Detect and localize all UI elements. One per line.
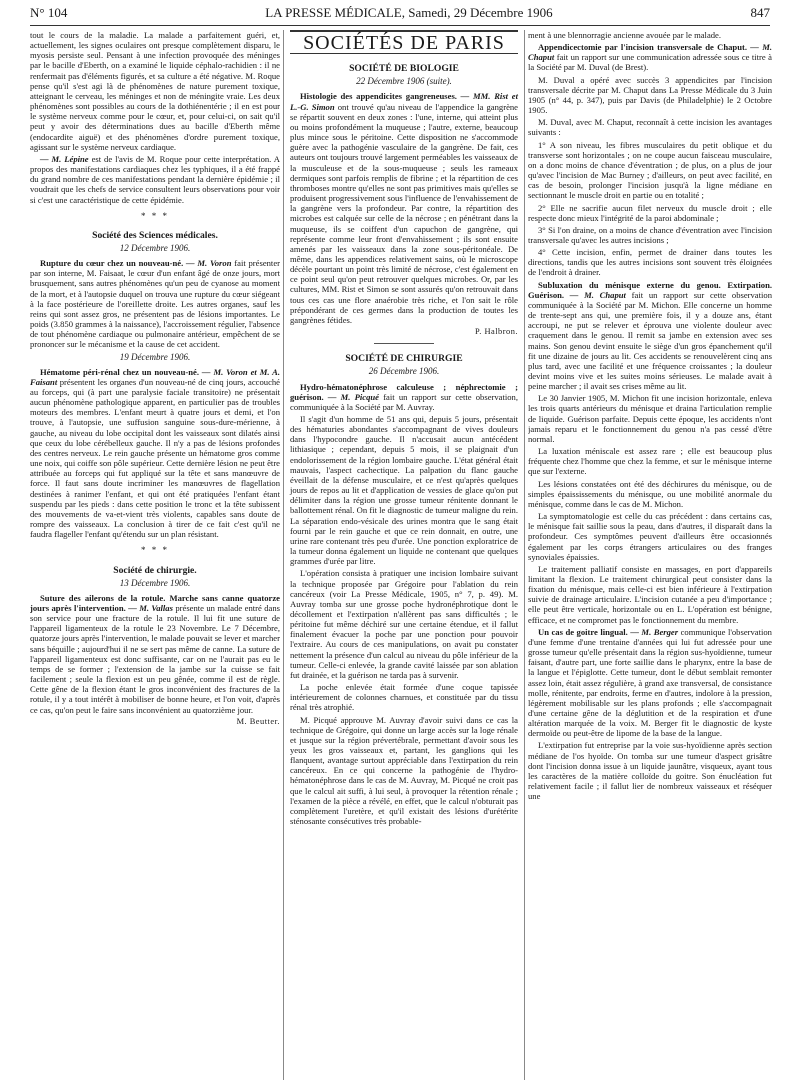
- journal-title: LA PRESSE MÉDICALE, Samedi, 29 Décembre 1906: [265, 5, 553, 20]
- paragraph: 1° A son niveau, les fibres musculaires du petit oblique et du transverse sont horizontales ; on ne coupe aucun faisceau musculaire, on a donc moins de chance d'éventration ; de plus, on a plus de jour qu'avec l'incision de Mac Burney ; d'ailleurs, on peut avec facilité, en cas de besoin, prolonger l'incision jusqu'à la ligne médiane en sectionnant le muscle droit en partie ou en totalité ;: [528, 139, 772, 201]
- paragraph: tout le cours de la maladie. La malade a parfaitement guéri, et, actuellement, les signes oculaires ont presque complètement disparu, le myosis persiste seul. Pensant à une infection provoquée des méninges par le bacille d'Eberth, on a examiné le liquide céphalo-rachidien : il ne renfermait pas d'éléments figurés, et sa culture a été négative. M. Roque pense qu'il s'est agi là de phénomènes de nature purement toxique, atteignant le cerveau, les méninges et non de méningite vraie. Les deux phénomènes sont possibles au cours de la dothiénentérie ; il en est pour le système nerveux comme pour le cœur, et, pour celui-ci, on sait qu'il peut y avoir des déterminations dues au bacille d'Eberth même (endocardite aiguë) et des phénomènes d'ordre purement toxique, agissant sur le système nerveux cardiaque.: [30, 30, 280, 152]
- paragraph: Les lésions constatées ont été des déchirures du ménisque, ou de simples épaississements du ménisque, ou une mobilité anormale du ménisque, comme dans le cas de M. Michon.: [528, 478, 772, 509]
- paragraph: ment à une blennorragie ancienne avouée par le malade.: [528, 30, 722, 40]
- paragraph: M. Picqué approuve M. Auvray d'avoir suivi dans ce cas la technique de Grégoire, qui donne un large accès sur la loge rénale et jusque sur la région prévertébrale, permettant d'avoir sous les yeux les gros vaisseaux et, partant, les ganglions qui les flanquent, avantage surtout appréciable dans l'extirpation du rein cancéreux. En ce qui concerne la pathogénie de l'hydro-hématonéphrose dans le cas de M. Auvray, M. Picqué ne croit pas que le calcul ait suffi, à lui seul, à provoquer la rétention rénale ; l'examen de la pièce a révélé, en effet, que le calcul n'obturait pas complètement l'uretère, et qu'il existait des lésions d'urétérite sténosante consécutives très probable-: [290, 714, 518, 827]
- page-header: [30, 5, 770, 26]
- paragraph: Le 30 Janvier 1905, M. Michon fit une incision horizontale, enleva les trois quarts antérieurs du ménisque et draina l'articulation remplie de liquide. Guérison parfaite. Depuis cette époque, les accidents n'ont jamais reparu et le fonctionnement du genou n'a pas cessé d'être normal.: [528, 393, 772, 444]
- article: Suture des ailerons de la rotule. Marche sans canne quatorze jours après l'intervention. — M. Vallas présente un malade entré dans son service pour une fracture de la rotule. Il lui fit une suture de l'appareil ligamenteux de la rotule le 23 Novembre. Le 7 Décembre, quatorze jours après l'intervention, le malade pouvait se lever et marcher sans béquille ; aujourd'hui il ne se sert pas même de canne. La suture de l'appareil ligamenteux est donc suffisante, car on ne l'aurait pas eu le temps de se former ; l'extension de la jambe sur la cuisse se fait facilement ; seule la flexion est un peu gênée, comme il est de règle. Cette gêne de la flexion étant le gros inconvénient des fractures de la rotule, il y a tout intérêt à mobiliser de bonne heure, et l'on voit, d'après ce cas, qu'on peut le faire sans inconvénient au quatorzième jour.: [30, 592, 280, 715]
- section-date: 22 Décembre 1906 (suite).: [356, 76, 452, 87]
- paragraph: M. Duval, avec M. Chaput, reconnaît à cette incision les avantages suivants :: [528, 117, 772, 138]
- article: Rupture du cœur chez un nouveau-né. — M. Voron fait présenter par son interne, M. Faisaat, le cœur d'un enfant âgé de onze jours, mort brusquement, sans autres phénomènes qu'un peu de cyanose au moment de la mort, et à l'autopsie duquel on trouva une rupture du cœur siégeant à la face postérieure de l'oreillette droite. Les autres organes, sauf les reins qui sont assez gros, ne présentent pas de lésions importantes. Le poids (3.850 grammes à la naissance), l'accroissement régulier, l'absence de tout phénomène cardiaque ou pulmonaire antérieur, empêchent de se prononcer sur le mécanisme et la cause de cet accident.: [30, 258, 280, 350]
- issue-number: N° 104: [30, 5, 68, 20]
- section-date: 12 Décembre 1906.: [119, 242, 191, 253]
- paragraph: L'extirpation fut entreprise par la voie sus-hyoïdienne après section médiane de l'os hyoïde. On tomba sur une tumeur d'aspect grisâtre dont l'incision donna issue à un liquide jaunâtre, visqueux, ayant tous les caractères de la matière colloïde du goitre. Son énucléation fut relativement facile ; il fallut lier de nombreux vaisseaux et réséquer une: [528, 740, 772, 802]
- article: Hématome péri-rénal chez un nouveau-né. — M. Voron et M. A. Faisant présentent les organes d'un nouveau-né de cinq jours, accouché au forceps, qui (à part une paralysie faciale transitoire) ne présentait aucun phénomène pathologique apparent, en particulier pas de troubles moteurs des membres. L'enfant meurt à quatre jours et demi, et l'on trouve, à l'autopsie, une suffusion sanguine sous-dure-mérienne, à gauche, au niveau du lobe occipital dont les vaisseaux sont dilatés ainsi que ceux du lobe cérébelleux gauche. Il n'y a pas de lésions profondes des centres nerveux. Le rein gauche présente un hématome gros comme une noix, qui coiffe son pôle supérieur. Cette dernière lésion ne peut être attribuée au forceps qui fut appliqué sur la tête et sans manœuvre de force. Il faut sans doute incriminer les manœuvres de flagellation destinées à ranimer l'enfant, et qui ont été pratiquées l'enfant étant suspendu par les pieds : dans cette position le tronc et la tête subissent des mouvements de va-et-vient très violents, capables sans doute de rompre des vaisseaux. La conclusion à tirer de ce fait c'est qu'il ne faudra flageller l'enfant qu'étendu sur un plan résistant.: [30, 366, 280, 540]
- paragraph: La symptomatologie est celle du cas précédent : dans certains cas, le ménisque fait saillie sous la peau, dans d'autres, il disparaît dans la profondeur. Ces symptômes peuvent d'ailleurs être occasionnés également par les corps étrangers articulaires ou des franges synoviales épaissies.: [528, 511, 772, 562]
- section-title: Société des Sciences médicales.: [92, 229, 218, 241]
- article: Hydro-hématonéphrose calculeuse ; néphrectomie ; guérison. — M. Picqué fait un rapport sur cette observation, communiquée à la Société par M. Auvray.: [290, 381, 519, 412]
- paragraph: Le traitement palliatif consiste en massages, en port d'appareils limitant la flexion. Le traitement chirurgical peut consister dans la fixation du ménisque, mais celle-ci est bien inférieure à l'extirpation suivie de drainage articulaire. L'incision cutanée a peu d'importance ; elle peut être verticale, horizontale ou en L. L'opération est bénigne, efficace, et ne compromet pas le fonctionnement du membre.: [528, 563, 772, 625]
- section-divider: * * *: [141, 545, 169, 556]
- signature: P. Halbron.: [475, 327, 518, 337]
- section-title: SOCIÉTÉ DE BIOLOGIE: [349, 63, 459, 75]
- section-divider: * * *: [141, 210, 169, 221]
- section-date: 19 Décembre 1906.: [119, 351, 191, 362]
- paragraph: L'opération consista à pratiquer une incision lombaire suivant la technique proposée par Grégoire pour l'ablation du rein cancéreux (voir La Presse Médicale, 1905, n° 7, p. 49). M. Auvray tomba sur une grosse poche hydronéphrotique dont le décollement et l'extirpation n'allèrent pas sans difficultés ; le péritoine fut même déchiré sur une certaine étendue, et il fallut finalement évacuer la poche par une ponction pour pouvoir l'extraire. Au cours de ces manipulations, on avait pu constater nettement la présence d'un calcul au niveau du pôle inférieur de la tumeur. Celle-ci enlevée, la grande cavité laissée par son ablation fut drainée, et la guérison ne tarda pas à survenir.: [290, 568, 518, 680]
- article: Un cas de goitre lingual. — M. Berger communique l'observation d'une femme d'une trentaine d'années qui lui fut adressée pour une grosse tumeur qu'elle présentait dans la région sus-hyoïdienne, tumeur faisant, d'autre part, une forte saillie dans le pharynx, entre la base de la langue et l'épiglotte. Cette tumeur, dont le début semblait remonter assez loin, était assez régulière, à grand axe transversal, de consistance molle, rénitente, par endroits, ferme en d'autres, indolore à la pression, légèrement mobilisable sur les plans profonds ; elle s'accompagnait d'une certaine gêne de la déglutition et de la respiration et d'une altération marquée de la voix. M. Berger fit le diagnostic de kyste dermoïde ou peut-être de lipome de la base de la langue.: [528, 626, 772, 739]
- column-3: [528, 30, 772, 1080]
- article: Histologie des appendicites gangreneuses. — MM. Rist et L.-G. Simon ont trouvé qu'au niveau de l'appendice la gangrène se répartit souvent en deux zones : l'une, interne, qui atteint plus ou moins profondément la muqueuse ; l'autre, externe, beaucoup plus mince sous le péritoine. Cette disposition ne s'accommode guère avec la pathogénie vasculaire de la gangrène. De fait, ces auteurs ont toujours trouvé largement perméables les vaisseaux de la musculeuse et de la sous-muqueuse ; seuls les rameaux dermiques sont parfois remplis de fibrine ; et la répartition de ces thromboses montre qu'elles ne sont pas primitives mais qu'elles se produisent progressivement sous l'influence de l'envahissement de la gangrène vers la profondeur. Par contre, la répartition des microbes est calquée sur celle de la nécrose ; en pénétrant dans la muqueuse, ils se coiffent d'un capuchon de gangrène, qui représente comme leur front d'envahissement ; ils sont ensuite amenés par les vaisseaux dans la zone sous-péritonéale. De même, dans les appendices relativement sains, où le microscope décèle pourtant un point très limité de nécrose, c'est également en ce point seul qu'on peut retrouver quelques microbes. Or, par les cultures, MM. Rist et Simon se sont assurés qu'on retrouvait dans tous ces cas une flore anaérobie très riche, et l'on sait le rôle prépondérant de ces germes dans la production de toutes les gangrènes fétides.: [290, 91, 518, 325]
- column-2: [283, 30, 525, 1080]
- paragraph: — M. Lépine est de l'avis de M. Roque pour cette interprétation. A propos des manifestations cardiaques chez les typhiques, il a été frappé du grand nombre de ces manifestations pendant la dernière épidémie ; il voudrait que les chefs de service consultent leurs observations pour voir si c'est une caractéristique de cette épidémie.: [30, 153, 280, 205]
- page-number: 847: [750, 5, 770, 20]
- section-title: Société de chirurgie.: [113, 564, 197, 576]
- section-date: 26 Décembre 1906.: [368, 366, 440, 377]
- page-title: SOCIÉTÉS DE PARIS: [290, 30, 518, 54]
- column-1: [30, 30, 280, 1080]
- paragraph: 2° Elle ne sacrifie aucun filet nerveux du muscle droit ; elle respecte donc mieux l'intégrité de la paroi abdominale ;: [528, 202, 772, 223]
- article: Appendicectomie par l'incision transversale de Chaput. — M. Chaput fait un rapport sur une communication adressée sous ce titre à la Société par M. Duval (de Brest).: [528, 42, 772, 73]
- section-date: 13 Décembre 1906.: [119, 577, 191, 588]
- paragraph: M. Duval a opéré avec succès 3 appendicites par l'incision transversale décrite par M. Chaput dans La Presse Médicale du 3 Juin 1905 (n° 44, p. 347), puis par Davis (de Philadelphie) le 2 Octobre 1905.: [528, 74, 772, 116]
- paragraph: Il s'agit d'un homme de 51 ans qui, depuis 5 jours, présentait des hématuries abondantes s'accompagnant de vives douleurs dans l'hypocondre gauche. Il n'accusait aucun antécédent lithiasique ; cependant, depuis 5 mois, il se plaignait d'un endolorissement de la région lombaire gauche. L'état général était mauvais, l'aspect cachectique. La palpation du flanc gauche éveillait de la défense musculaire, et ce n'est qu'après quelques jours de repos au lit et d'application de vessies de glace qu'on put délimiter dans la région une grosse tumeur rénitente donnant le ballottement rénal. On fit le diagnostic de tumeur maligne du rein. La séparation endo-vésicale des urines montra que le sang était fourni par le rein gauche et que ce rein donnait, en outre, une urine rare contenant très peu d'urée. Une ponction exploratrice de la tumeur donna également un liquide ne contenant que quelques grammes d'urée par litre.: [290, 414, 518, 567]
- paragraph: La luxation méniscale est assez rare ; elle est beaucoup plus fréquente chez l'homme que chez la femme, et sur le ménisque interne que sur l'externe.: [528, 446, 772, 477]
- paragraph: La poche enlevée était formée d'une coque tapissée intérieurement de colonnes charnues, et constituée par du tissu rénal très atrophié.: [290, 682, 518, 713]
- article: Subluxation du ménisque externe du genou. Extirpation. Guérison. — M. Chaput fait un rapport sur cette observation communiquée à la Société par M. Michon. Elle concerne un homme de trente-sept ans qui, une première fois, il y a douze ans, étant accroupi, ne put se relever et éprouva une violente douleur avec craquement dans le genou. Il remit sa jambe en extension avec ses mains. Son genou devint ensuite le siège d'un gros épanchement qu'il fit une dizaine de jours au lit. Ces accidents se renouvelèrent cinq ans plus tard, avec une facilité et une fréquence croissantes ; la douleur devint moins vive et les suites moins sérieuses. Le malade avait à peine marcher ; il avait ses crises même au lit.: [528, 279, 772, 392]
- signature: M. Beutter.: [236, 716, 280, 726]
- paragraph: 3° Si l'on draine, on a moins de chance d'éventration avec l'incision transversale qu'avec les autres incisions ;: [528, 224, 772, 245]
- section-title: SOCIÉTÉ DE CHIRURGIE: [345, 353, 463, 365]
- paragraph: 4° Cette incision, enfin, permet de drainer dans toutes les directions, tandis que les autres incisions sont souvent très éloignées de l'endroit à drainer.: [528, 247, 772, 278]
- divider: [374, 343, 434, 344]
